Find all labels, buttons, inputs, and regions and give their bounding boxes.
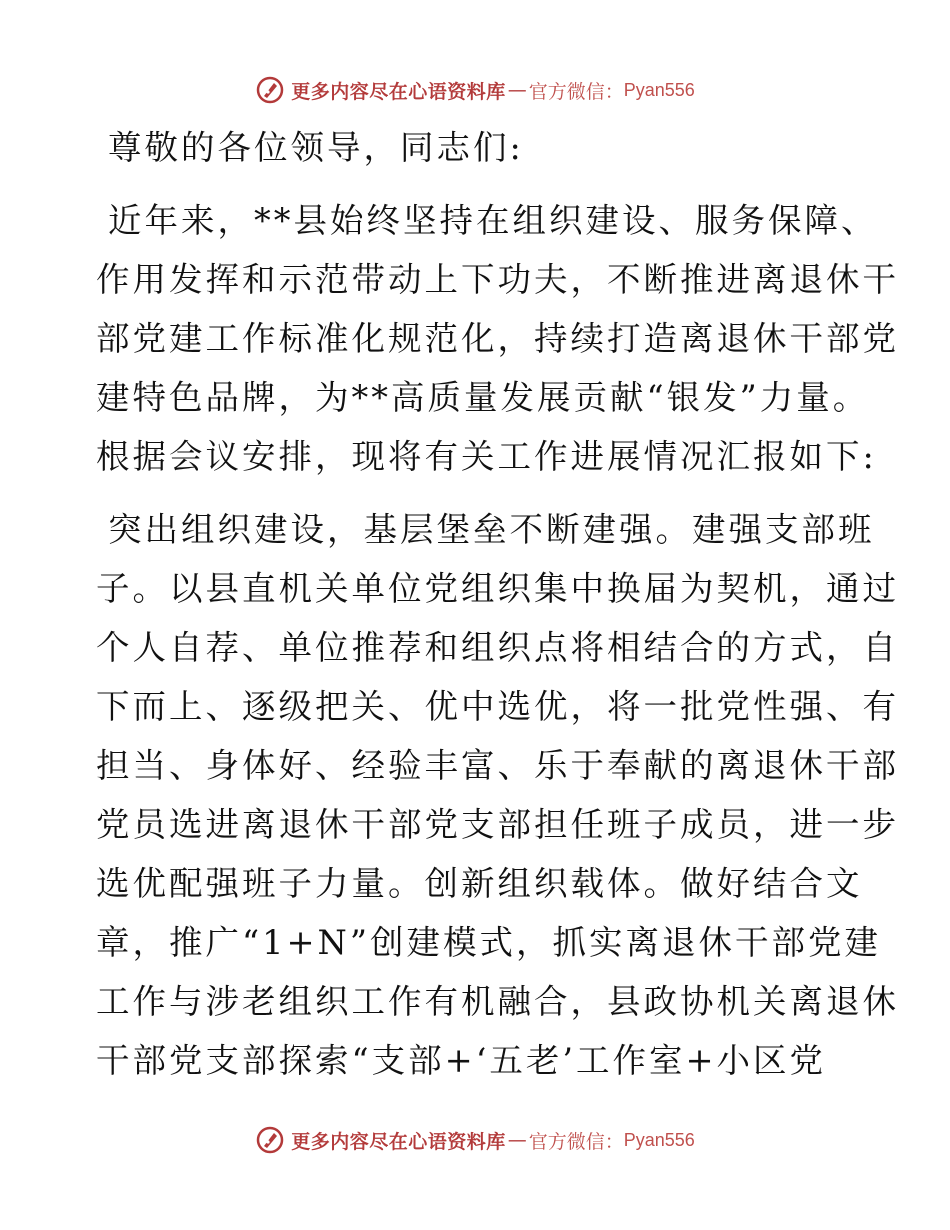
footer-banner: [0, 1123, 950, 1157]
pen-nib-logo-icon: [255, 75, 285, 105]
paragraph-line: 作用发挥和示范带动上下功夫，不断推进离退休干: [96, 260, 899, 299]
document-body: [96, 118, 899, 1090]
banner-wechat-id: Pyan556: [623, 79, 695, 100]
paragraph-line: 建特色品牌，为**高质量发展贡献“银发”力量。: [96, 378, 870, 417]
banner-wechat-label: 官方微信：: [528, 80, 624, 103]
paragraph-line: 根据会议安排，现将有关工作进展情况汇报如下:: [96, 437, 877, 476]
paragraph-line: 近年来，**县始终坚持在组织建设、服务保障、: [108, 201, 878, 240]
paragraph-line: 子。以县直机关单位党组织集中换届为契机，通过: [96, 569, 899, 608]
paragraph-line: 下而上、逐级把关、优中选优，将一批党性强、有: [96, 687, 899, 726]
paragraph-line: 突出组织建设，基层堡垒不断建强。建强支部班: [108, 510, 875, 549]
banner-dash: —: [507, 79, 527, 101]
header-banner: [0, 73, 950, 107]
paragraph-line: 章，推广“1+N”创建模式，抓实离退休干部党建: [96, 923, 881, 962]
paragraph-2: [96, 500, 899, 1090]
paragraph-1: [96, 191, 899, 486]
banner-main-text: 更多内容尽在心语资料库: [291, 80, 506, 103]
banner-dash: —: [507, 1129, 527, 1151]
paragraph-line: 部党建工作标准化规范化，持续打造离退休干部党: [96, 319, 899, 358]
paragraph-line: 干部党支部探索“支部+‘五老’工作室+小区党: [96, 1041, 827, 1080]
paragraph-line: 工作与涉老组织工作有机融合，县政协机关离退休: [96, 982, 899, 1021]
greeting: 尊敬的各位领导，同志们:: [108, 128, 524, 167]
paragraph-line: 党员选进离退休干部党支部担任班子成员，进一步: [96, 805, 899, 844]
paragraph-line: 选优配强班子力量。创新组织载体。做好结合文: [96, 864, 863, 903]
banner-main-text: 更多内容尽在心语资料库: [291, 1130, 506, 1153]
banner-wechat-label: 官方微信：: [528, 1130, 624, 1153]
paragraph-line: 担当、身体好、经验丰富、乐于奉献的离退休干部: [96, 746, 899, 785]
banner-wechat-id: Pyan556: [623, 1129, 695, 1150]
paragraph-line: 个人自荐、单位推荐和组织点将相结合的方式，自: [96, 628, 899, 667]
pen-nib-logo-icon: [255, 1125, 285, 1155]
